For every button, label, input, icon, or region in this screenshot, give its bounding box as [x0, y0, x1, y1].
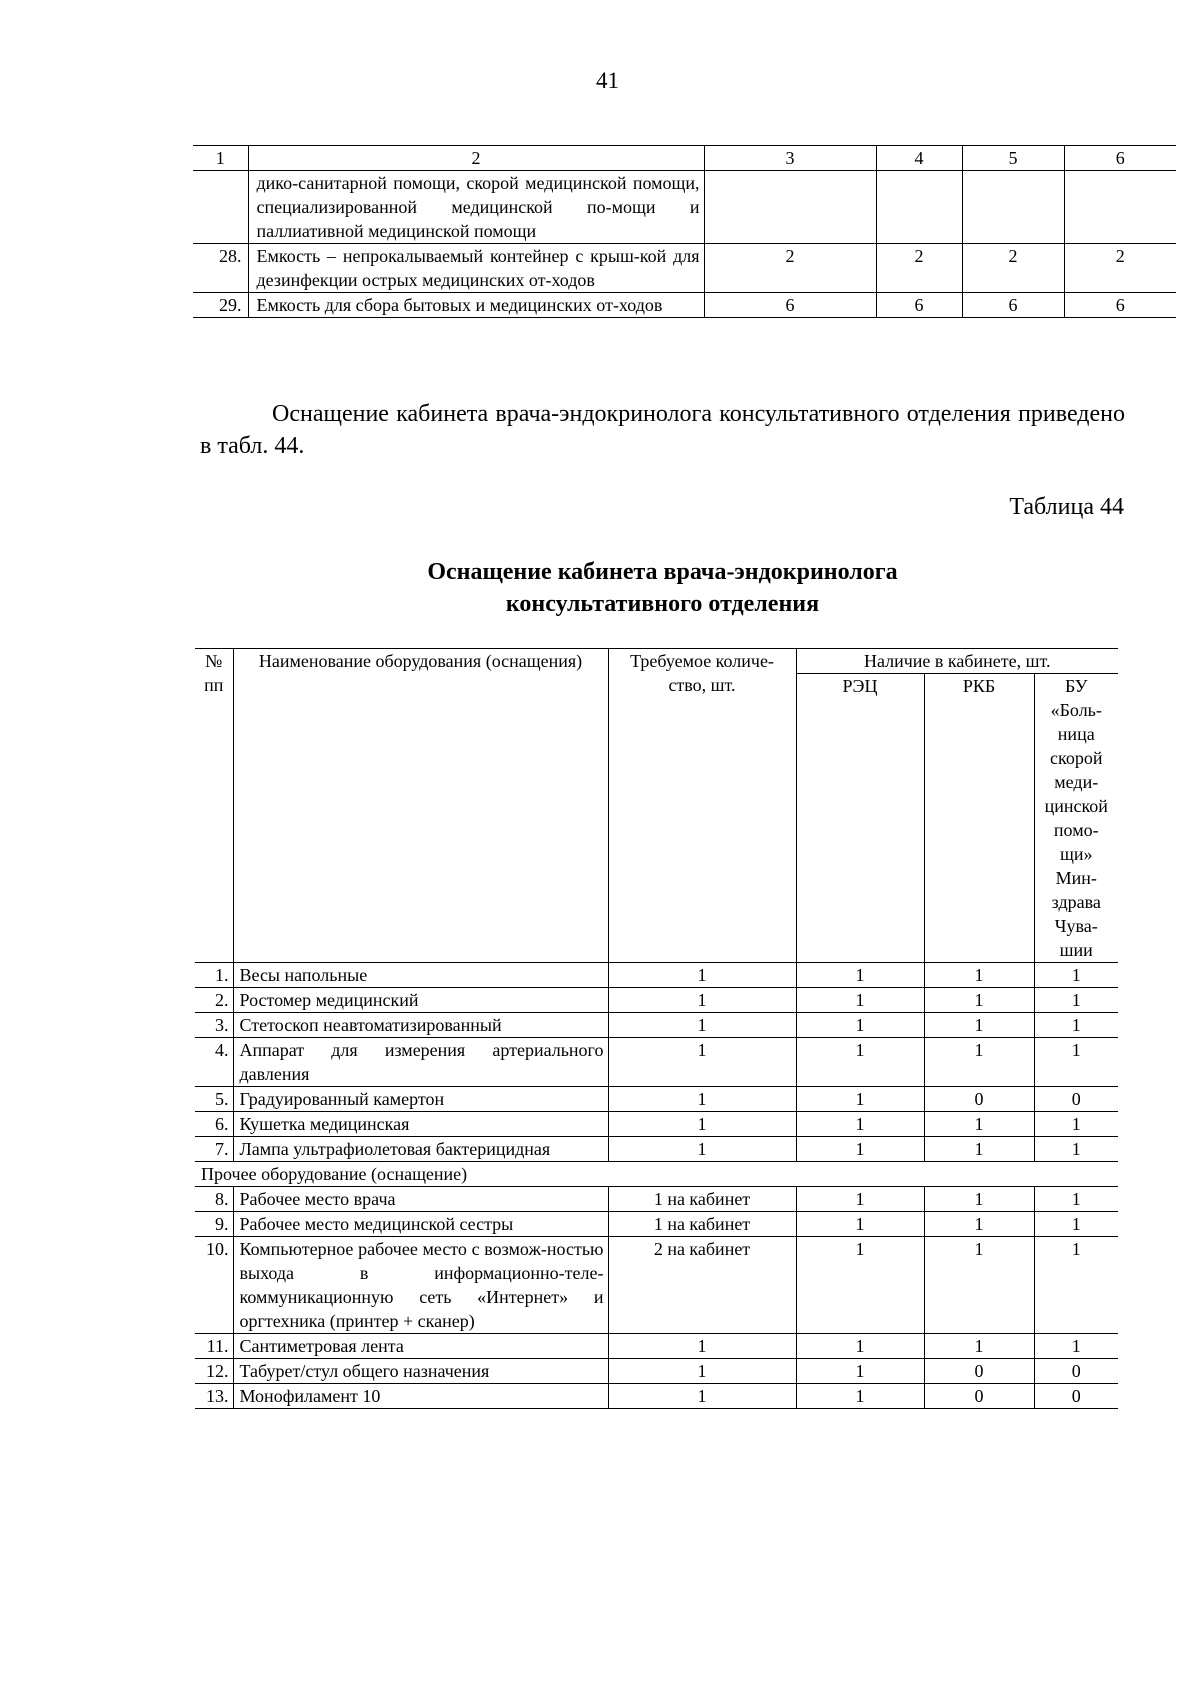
row-name: Градуированный камертон — [233, 1087, 608, 1112]
row-bu: 1 — [1034, 1137, 1118, 1162]
row-required: 1 — [608, 963, 796, 988]
row-name: Аппарат для измерения артериального давления — [233, 1038, 608, 1087]
row-value: 2 — [704, 244, 876, 293]
row-name: дико-санитарной помощи, скорой медицинской помощи, специализированной медицинской по-мощи и паллиативной медицинской помощи — [248, 171, 704, 244]
row-required: 2 на кабинет — [608, 1237, 796, 1334]
table-row — [193, 171, 1176, 244]
row-rec: 1 — [796, 1187, 924, 1212]
row-rec: 1 — [796, 1087, 924, 1112]
row-number: 5. — [195, 1087, 233, 1112]
table-header-row — [195, 649, 1118, 674]
row-bu: 1 — [1034, 1334, 1118, 1359]
row-number — [193, 171, 248, 244]
row-name: Рабочее место медицинской сестры — [233, 1212, 608, 1237]
row-value — [1064, 171, 1176, 244]
row-bu: 0 — [1034, 1359, 1118, 1384]
row-rec: 1 — [796, 988, 924, 1013]
row-required: 1 — [608, 1334, 796, 1359]
table-44 — [195, 648, 1118, 1409]
row-name: Рабочее место врача — [233, 1187, 608, 1212]
table-title-line-2: консультативного отделения — [505, 591, 820, 617]
row-rec: 1 — [796, 963, 924, 988]
row-required: 1 — [608, 1038, 796, 1087]
header-availability: Наличие в кабинете, шт. — [796, 649, 1118, 674]
section-label: Прочее оборудование (оснащение) — [195, 1162, 1118, 1187]
row-number: 1. — [195, 963, 233, 988]
row-rec: 1 — [796, 1112, 924, 1137]
table-row — [195, 1137, 1118, 1162]
row-rkb: 0 — [924, 1384, 1034, 1409]
row-bu: 1 — [1034, 1112, 1118, 1137]
table-row — [195, 1187, 1118, 1212]
col-header-5: 5 — [962, 146, 1064, 171]
table-row — [195, 1334, 1118, 1359]
row-name: Весы напольные — [233, 963, 608, 988]
row-rec: 1 — [796, 1038, 924, 1087]
header-required: Требуемое количе-ство, шт. — [608, 649, 796, 963]
row-number: 9. — [195, 1212, 233, 1237]
row-bu: 1 — [1034, 1187, 1118, 1212]
row-bu: 1 — [1034, 1013, 1118, 1038]
row-number: 10. — [195, 1237, 233, 1334]
row-required: 1 — [608, 988, 796, 1013]
row-rec: 1 — [796, 1013, 924, 1038]
col-header-1: 1 — [193, 146, 248, 171]
row-number: 2. — [195, 988, 233, 1013]
table-header-row — [193, 146, 1176, 171]
row-value: 6 — [1064, 293, 1176, 318]
table-row — [195, 988, 1118, 1013]
row-name: Кушетка медицинская — [233, 1112, 608, 1137]
row-number: 12. — [195, 1359, 233, 1384]
row-rec: 1 — [796, 1212, 924, 1237]
row-number: 8. — [195, 1187, 233, 1212]
row-required: 1 — [608, 1112, 796, 1137]
row-required: 1 — [608, 1384, 796, 1409]
header-num: № пп — [195, 649, 233, 963]
header-rkb: РКБ — [924, 674, 1034, 963]
row-rkb: 1 — [924, 1334, 1034, 1359]
row-value: 6 — [962, 293, 1064, 318]
table-row — [193, 293, 1176, 318]
row-name: Монофиламент 10 — [233, 1384, 608, 1409]
row-name: Ростомер медицинский — [233, 988, 608, 1013]
table-row — [195, 1013, 1118, 1038]
intro-paragraph: Оснащение кабинета врача-эндокринолога консультативного отделения приведено в табл. 44. — [200, 401, 1125, 459]
section-row — [195, 1162, 1118, 1187]
table-label: Таблица 44 — [1009, 494, 1124, 520]
table-row — [195, 1384, 1118, 1409]
row-required: 1 — [608, 1087, 796, 1112]
row-value — [876, 171, 962, 244]
row-required: 1 на кабинет — [608, 1212, 796, 1237]
table-row — [195, 1112, 1118, 1137]
row-bu: 1 — [1034, 963, 1118, 988]
table-row — [195, 963, 1118, 988]
row-bu: 1 — [1034, 988, 1118, 1013]
row-rkb: 0 — [924, 1359, 1034, 1384]
col-header-4: 4 — [876, 146, 962, 171]
row-rec: 1 — [796, 1237, 924, 1334]
header-name: Наименование оборудования (оснащения) — [233, 649, 608, 963]
row-name: Емкость для сбора бытовых и медицинских от-ходов — [248, 293, 704, 318]
row-value: 6 — [876, 293, 962, 318]
row-number: 13. — [195, 1384, 233, 1409]
row-rec: 1 — [796, 1384, 924, 1409]
row-number: 11. — [195, 1334, 233, 1359]
row-rkb: 1 — [924, 1212, 1034, 1237]
row-name: Стетоскоп неавтоматизированный — [233, 1013, 608, 1038]
col-header-3: 3 — [704, 146, 876, 171]
header-rec: РЭЦ — [796, 674, 924, 963]
row-name: Табурет/стул общего назначения — [233, 1359, 608, 1384]
row-rkb: 1 — [924, 963, 1034, 988]
row-name: Компьютерное рабочее место с возмож-ностью выхода в информационно-теле-коммуникационную сеть «Интернет» и оргтехника (принтер + сканер) — [233, 1237, 608, 1334]
row-name: Сантиметровая лента — [233, 1334, 608, 1359]
table-row — [195, 1087, 1118, 1112]
row-number: 3. — [195, 1013, 233, 1038]
row-rkb: 1 — [924, 988, 1034, 1013]
table-row — [193, 244, 1176, 293]
table-title-line-1: Оснащение кабинета врача-эндокринолога — [427, 559, 898, 585]
row-name: Лампа ультрафиолетовая бактерицидная — [233, 1137, 608, 1162]
table-row — [195, 1212, 1118, 1237]
table-title — [0, 556, 1200, 620]
row-number: 7. — [195, 1137, 233, 1162]
row-bu: 0 — [1034, 1384, 1118, 1409]
row-rkb: 1 — [924, 1013, 1034, 1038]
table-row — [195, 1237, 1118, 1334]
row-number: 4. — [195, 1038, 233, 1087]
row-rkb: 1 — [924, 1112, 1034, 1137]
row-number: 28. — [193, 244, 248, 293]
col-header-6: 6 — [1064, 146, 1176, 171]
row-value: 2 — [962, 244, 1064, 293]
row-value: 2 — [876, 244, 962, 293]
table-43-continued — [193, 145, 1176, 318]
row-required: 1 — [608, 1013, 796, 1038]
row-required: 1 — [608, 1359, 796, 1384]
row-value — [704, 171, 876, 244]
row-bu: 1 — [1034, 1237, 1118, 1334]
row-required: 1 — [608, 1137, 796, 1162]
row-value: 6 — [704, 293, 876, 318]
page-number: 41 — [596, 68, 619, 93]
row-rec: 1 — [796, 1359, 924, 1384]
row-bu: 1 — [1034, 1038, 1118, 1087]
table-row — [195, 1359, 1118, 1384]
row-rkb: 1 — [924, 1038, 1034, 1087]
row-rkb: 1 — [924, 1137, 1034, 1162]
row-value: 2 — [1064, 244, 1176, 293]
row-number: 29. — [193, 293, 248, 318]
col-header-2: 2 — [248, 146, 704, 171]
row-rec: 1 — [796, 1334, 924, 1359]
row-rkb: 1 — [924, 1237, 1034, 1334]
header-bu: БУ «Боль-ница скорой меди-цинской помо-щи» Мин-здрава Чува-шии — [1034, 674, 1118, 963]
row-bu: 1 — [1034, 1212, 1118, 1237]
row-number: 6. — [195, 1112, 233, 1137]
row-name: Емкость – непрокалываемый контейнер с крыш-кой для дезинфекции острых медицинских от-ходов — [248, 244, 704, 293]
table-row — [195, 1038, 1118, 1087]
row-rkb: 0 — [924, 1087, 1034, 1112]
row-rkb: 1 — [924, 1187, 1034, 1212]
row-required: 1 на кабинет — [608, 1187, 796, 1212]
row-bu: 0 — [1034, 1087, 1118, 1112]
row-rec: 1 — [796, 1137, 924, 1162]
row-value — [962, 171, 1064, 244]
